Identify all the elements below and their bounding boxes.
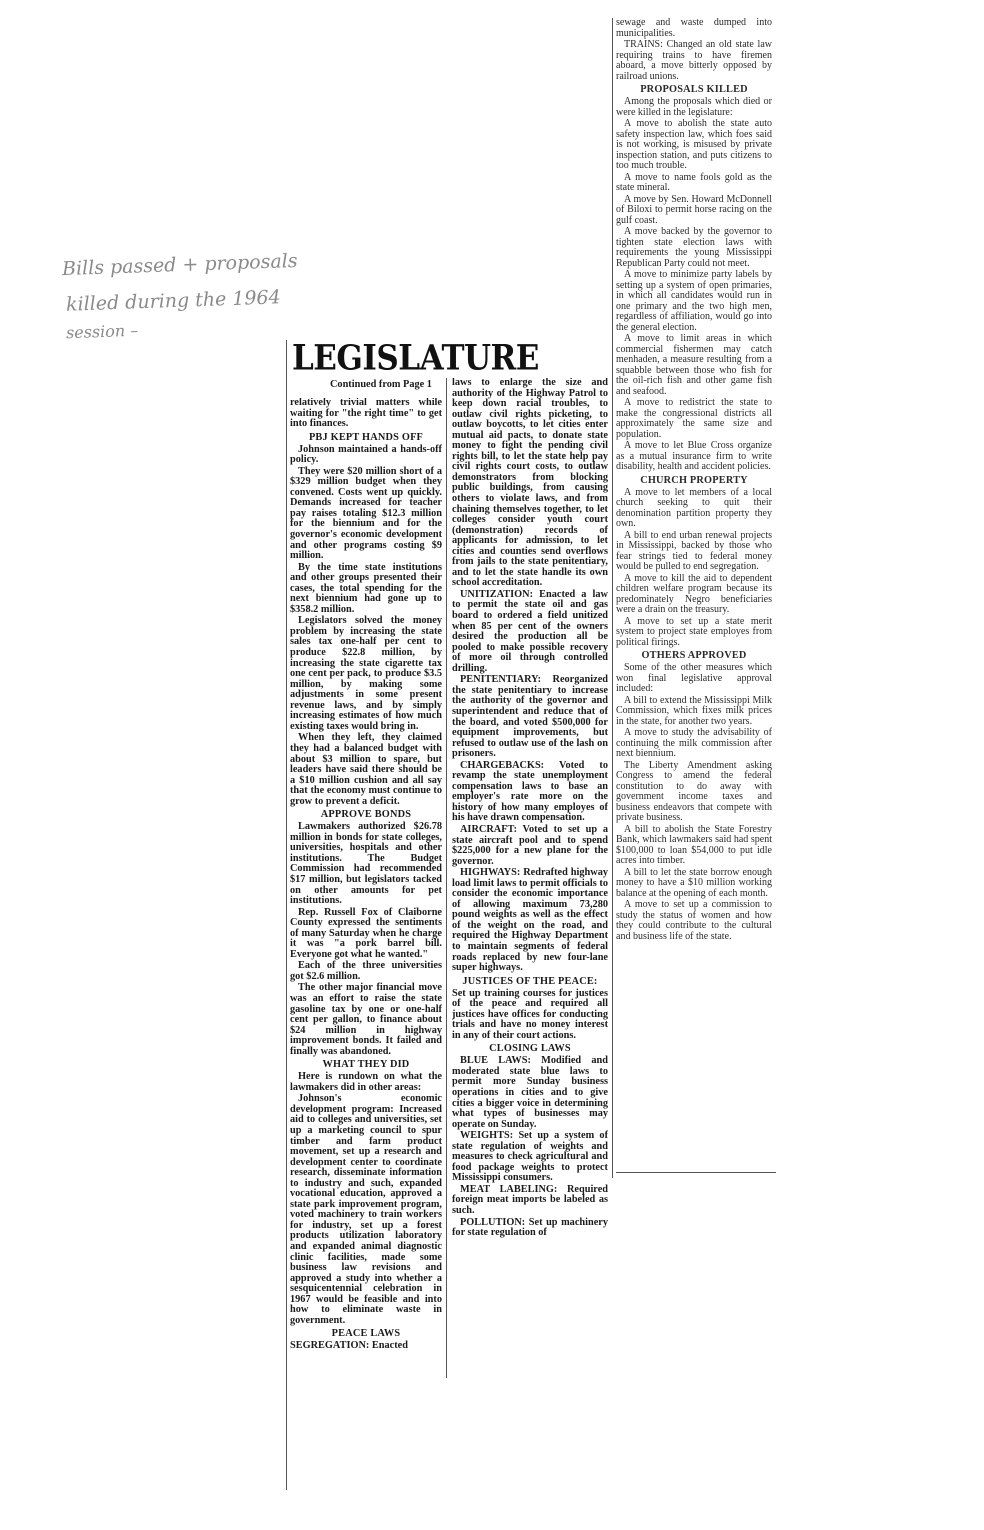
article-paragraph: Among the proposals which died or were killed in the legislature: <box>616 96 772 118</box>
section-heading: PEACE LAWS <box>331 1328 401 1340</box>
article-paragraph: laws to enlarge the size and authority of the Highway Patrol to keep down racial troubles, to outlaw civil rights picketing, to outlaw boycotts, to let cities enter mutual aid pacts, to donate state money to fight the pending civil rights bill, to let the state help pay civil rights court costs, to outlaw demonstrators from blocking public buildings, from causing others to violate laws, and from chaining themselves together, to let colleges consider youth court (demonstration) records of applicants for admission, to let cities and counties send overflows from jails to the state penitentiary, and to let the state handle its own school accreditation. <box>452 378 608 589</box>
article-paragraph: sewage and waste dumped into municipalities. <box>616 18 772 39</box>
article-paragraph: A move to redistrict the state to make the congressional districts all approximately the same size and population. <box>616 397 772 440</box>
article-paragraph: They were $20 million short of a $329 million budget when they convened. Costs went up quickly. Demands increased for teacher pay raises totaling $12.3 million for the biennium and for the governor's economic development and other programs costing $9 million. <box>290 465 442 562</box>
column-3 <box>616 18 772 1178</box>
article-paragraph: Rep. Russell Fox of Claiborne County expressed the sentiments of many Saturday when he charge it was "a pork barrel bill. Everyone got what he wanted." <box>290 906 442 960</box>
note-line-3: session – <box>65 320 139 343</box>
article-paragraph: Johnson maintained a hands-off policy. <box>290 443 442 466</box>
article-paragraph: Here is rundown on what the lawmakers did in other areas: <box>290 1071 442 1093</box>
article-paragraph: A move to abolish the state auto safety inspection law, which foes said is not working, is misused by private inspection station, and puts citizens to too much trouble. <box>616 118 772 171</box>
headline: LEGISLATURE <box>292 338 539 379</box>
article-paragraph: Legislators solved the money problem by increasing the state sales tax one-half per cent to produce $22.8 million, by increasing the state cigarette tax one cent per pack, to produce $3.5 million, by making some adjustments in some present revenue laws, and by simply increasing estimates of how much existing taxes would bring in. <box>290 615 442 732</box>
column-1 <box>290 398 442 1488</box>
article-paragraph: TRAINS: Changed an old state law requiring trains to have firemen aboard, a move bitterly opposed by railroad unions. <box>616 39 772 82</box>
section-heading: WHAT THEY DID <box>322 1059 410 1071</box>
article-paragraph: A move to let Blue Cross organize as a mutual insurance firm to write disability, health and accident policies. <box>616 440 772 472</box>
article-paragraph: A bill to let the state borrow enough money to have a $10 million working balance at the opening of each month. <box>616 866 772 899</box>
section-heading: PROPOSALS KILLED <box>640 84 748 95</box>
article-paragraph: A move by Sen. Howard McDonnell of Biloxi to permit horse racing on the gulf coast. <box>616 193 772 226</box>
article-paragraph: The Liberty Amendment asking Congress to amend the federal constitution to do away with government income taxes and business endeavors that compete with private business. <box>616 759 772 823</box>
article-paragraph: UNITIZATION: Enacted a law to permit the state oil and gas board to ordered a field unitized when 85 per cent of the owners desired the production all be pooled to make possible recovery of more oil through controlled drilling. <box>452 588 608 674</box>
article-paragraph: Some of the other measures which won final legislative approval included: <box>616 662 772 694</box>
article-paragraph: A move to let members of a local church seeking to quit their denomination partition property they own. <box>616 486 772 529</box>
article-paragraph: A move backed by the governor to tighten state election laws with requirements the young Mississippi Republican Party could not meet. <box>616 226 772 269</box>
column-rule-left <box>286 340 287 1490</box>
column-rule-2 <box>612 18 613 1178</box>
article-paragraph: A bill to end urban renewal projects in Mississippi, backed by those who fear strings tied to federal money would be pulled to end segregation. <box>616 529 772 572</box>
column-rule-1 <box>446 378 447 1378</box>
section-heading: CHURCH PROPERTY <box>640 474 748 486</box>
section-heading: PBJ KEPT HANDS OFF <box>308 431 424 443</box>
article-paragraph: BLUE LAWS: Modified and moderated state blue laws to permit more Sunday business operations in cities and to give cities a bigger voice in determining what types of businesses may operate on Sunday. <box>452 1055 608 1130</box>
section-heading: OTHERS APPROVED <box>641 650 747 661</box>
article-paragraph: The other major financial move was an effort to raise the state gasoline tax by one or one-half cent per gallon, to finance about $24 million in highway improvement bonds. It failed and finally was abandoned. <box>290 982 442 1057</box>
article-paragraph: POLLUTION: Set up machinery for state regulation of <box>452 1216 608 1239</box>
article-paragraph: HIGHWAYS: Redrafted highway load limit laws to permit officials to consider the economic importance of allowing maximum 73,280 pound weights as well as the effect of the weight on the road, and required the Highway Department to maintain segments of federal roads replaced by new four-lane super highways. <box>452 867 608 974</box>
section-heading: CLOSING LAWS <box>489 1043 571 1055</box>
article-paragraph: CHARGEBACKS: Voted to revamp the state unemployment compensation laws to base an employer's rate more on the history of how many employes of his have drawn compensation. <box>452 759 608 824</box>
section-heading: APPROVE BONDS <box>320 809 412 821</box>
article-paragraph: Johnson's economic development program: Increased aid to colleges and universities, set up a marketing council to spur timber and farm product movement, set up a research and development center to coordinate research, disseminate information to industry and such, expanded vocational education, approved a state park improvement program, voted machinery to train workers for industry, set up a forest products utilization laboratory and expanded animal diagnostic clinic facilities, made some business law revisions and approved a study into whether a sesquicentennial celebration in 1967 would be feasible and into how to eliminate waste in government. <box>290 1093 442 1326</box>
article-paragraph: A bill to extend the Mississippi Milk Commission, which fixes milk prices in the state, for another two years. <box>616 694 772 727</box>
article-paragraph: A move to study the advisability of continuing the milk commission after next biennium. <box>616 727 772 759</box>
article-paragraph: A move to limit areas in which commercial fishermen may catch menhaden, a measure resulting from a squabble between those who fish for the oil-rich fish and other game fish and seafood. <box>616 333 772 397</box>
article-paragraph: When they left, they claimed they had a balanced budget with about $3 million to spare, but leaders have said there should be a $10 million cushion and all say that the economy must continue to grow to prevent a deficit. <box>290 732 442 807</box>
article-paragraph: A move to set up a state merit system to project state employes from political firings. <box>616 615 772 648</box>
article-paragraph: A bill to abolish the State Forestry Bank, which lawmakers said had spent $100,000 to loan $54,000 to put idle acres into timber. <box>616 823 772 866</box>
article-paragraph: Lawmakers authorized $26.78 million in bonds for state colleges, universities, hospitals and other institutions. The Budget Commission had recommended $17 million, but legislators tacked on other amounts for pet institutions. <box>290 821 442 907</box>
article-paragraph: WEIGHTS: Set up a system of state regulation of weights and measures to check agricultural and food package weights to protect Mississippi consumers. <box>452 1130 608 1184</box>
article-paragraph: A move to set up a commission to study the status of women and how they could contribute to the cultural and business life of the state. <box>616 899 772 942</box>
article-paragraph: Each of the three universities got $2.6 million. <box>290 960 442 982</box>
continued-line: Continued from Page 1 <box>330 379 432 390</box>
article-paragraph: MEAT LABELING: Required foreign meat imports be labeled as such. <box>452 1183 608 1217</box>
article-paragraph: A move to kill the aid to dependent children welfare program because its predominately Negro beneficiaries were a drain on the treasury. <box>616 572 772 615</box>
section-heading: JUSTICES OF THE PEACE: <box>462 975 598 987</box>
article-paragraph: AIRCRAFT: Voted to set up a state aircraft pool and to spend $225,000 for a new plane for the governor. <box>452 823 608 867</box>
article-paragraph: PENITENTIARY: Reorganized the state penitentiary to increase the authority of the governor and superintendent and reduce that of the board, and voted $500,000 for equipment improvements, but refused to outlaw use of the lash on prisoners. <box>452 674 608 760</box>
note-line-1: Bills passed + proposals <box>61 249 298 281</box>
column-2 <box>452 378 608 1378</box>
article-paragraph: A move to minimize party labels by setting up a system of open primaries, in which all candidates would run in one primary and the two high men, regardless of affiliation, would go into the general election. <box>616 269 772 333</box>
article-paragraph: A move to name fools gold as the state mineral. <box>616 171 772 193</box>
article-paragraph: relatively trivial matters while waiting for "the right time" to get into finances. <box>290 398 442 430</box>
article-paragraph: By the time state institutions and other groups presented their cases, the total spending for the next biennium had gone up to $358.2 million. <box>290 561 442 615</box>
article-paragraph: Set up training courses for justices of the peace and required all justices have offices for conducting trials and have no money interest in any of their court actions. <box>452 987 608 1041</box>
note-line-2: killed during the 1964 <box>65 286 282 316</box>
article-paragraph: SEGREGATION: Enacted <box>290 1340 408 1352</box>
